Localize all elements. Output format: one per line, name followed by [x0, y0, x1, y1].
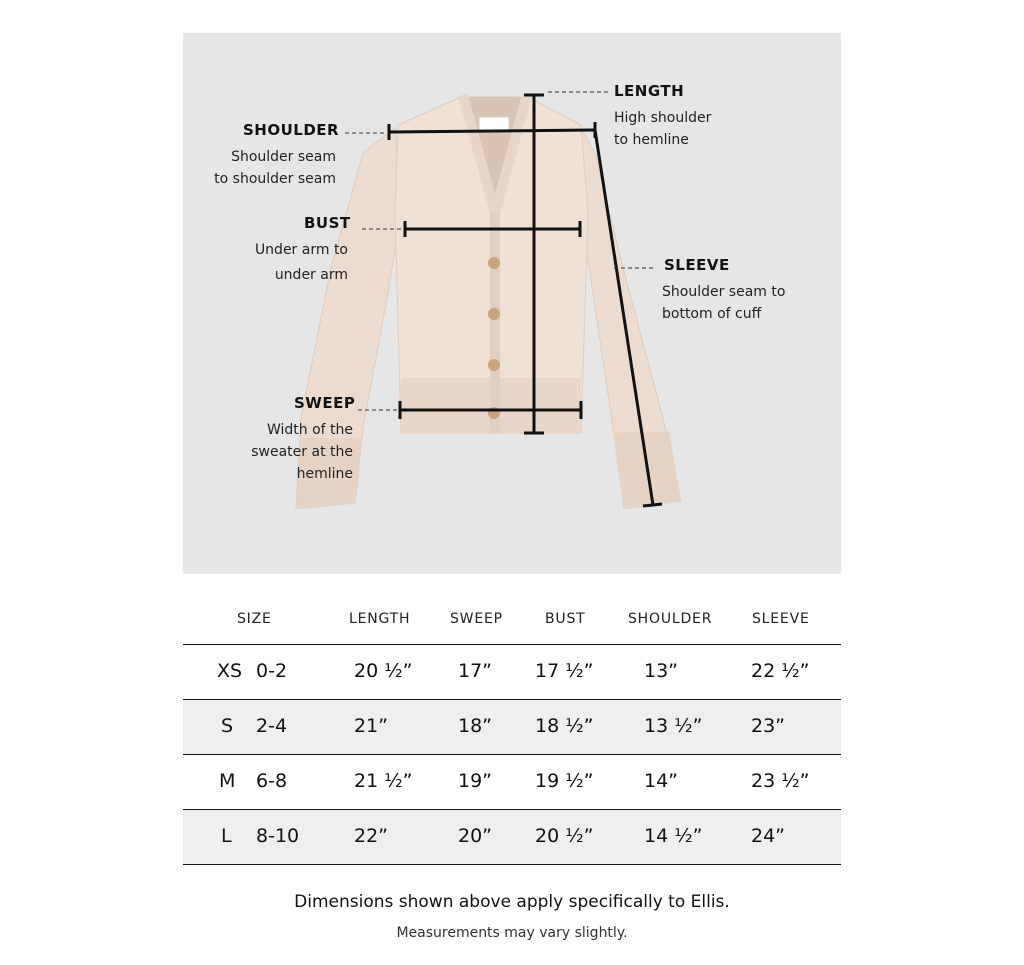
table-row — [183, 700, 841, 755]
shoulder-cell: 14” — [644, 770, 679, 792]
size-cell: M — [219, 770, 236, 792]
bust-cell: 18 ½” — [535, 715, 594, 737]
bust-cell: 20 ½” — [535, 825, 594, 847]
length-desc-line2: to hemline — [614, 132, 689, 148]
table-row — [183, 755, 841, 810]
sleeve-cell: 23 ½” — [751, 770, 810, 792]
size-chart-table — [183, 600, 841, 865]
header-bust: BUST — [545, 611, 586, 627]
bust-desc-line1: Under arm to — [254, 242, 348, 258]
sleeve-cell: 22 ½” — [751, 660, 810, 682]
shoulder-cell: 14 ½” — [644, 825, 703, 847]
length-cell: 21 ½” — [354, 770, 413, 792]
sleeve-desc-line1: Shoulder seam to — [662, 284, 786, 300]
table-header — [183, 600, 841, 645]
size-cell: L — [221, 825, 232, 847]
sleeve-cell: 23” — [751, 715, 786, 737]
bust-desc-line2: under arm — [274, 267, 348, 283]
sleeve-desc-line2: bottom of cuff — [662, 306, 762, 322]
shoulder-desc-line2: to shoulder seam — [214, 171, 336, 187]
header-size: SIZE — [237, 611, 272, 627]
sweep-desc-line1: Width of the — [266, 422, 353, 438]
length-cell: 21” — [354, 715, 389, 737]
shoulder-label: SHOULDER — [243, 121, 340, 139]
shoulder-cell: 13” — [644, 660, 679, 682]
header-sweep: SWEEP — [450, 611, 503, 627]
shoulder-cell: 13 ½” — [644, 715, 703, 737]
sleeve-cell: 24” — [751, 825, 786, 847]
range-cell: 8-10 — [256, 825, 300, 847]
sleeve-label: SLEEVE — [664, 256, 730, 274]
sweep-cell: 20” — [458, 825, 493, 847]
sweep-desc-line3: hemline — [296, 466, 353, 482]
dimensions-note: Dimensions shown above apply specifically to Ellis. — [294, 892, 730, 912]
header-length: LENGTH — [349, 611, 411, 627]
size-cell: XS — [217, 660, 243, 682]
measurement-diagram — [183, 33, 841, 574]
table-row — [183, 645, 841, 700]
length-desc-line1: High shoulder — [614, 110, 712, 126]
table-row — [183, 810, 841, 865]
measurements-disclaimer: Measurements may vary slightly. — [396, 925, 628, 941]
range-cell: 2-4 — [256, 715, 288, 737]
header-sleeve: SLEEVE — [752, 611, 810, 627]
sweep-label: SWEEP — [294, 394, 356, 412]
bust-label: BUST — [304, 214, 351, 232]
sweep-desc-line2: sweater at the — [251, 444, 353, 460]
sweep-cell: 17” — [458, 660, 493, 682]
range-cell: 6-8 — [256, 770, 288, 792]
sweep-cell: 18” — [458, 715, 493, 737]
length-cell: 20 ½” — [354, 660, 413, 682]
header-shoulder: SHOULDER — [628, 611, 713, 627]
shoulder-desc-line1: Shoulder seam — [231, 149, 336, 165]
bust-cell: 19 ½” — [535, 770, 594, 792]
range-cell: 0-2 — [256, 660, 288, 682]
size-cell: S — [221, 715, 234, 737]
length-cell: 22” — [354, 825, 389, 847]
sweep-cell: 19” — [458, 770, 493, 792]
bust-cell: 17 ½” — [535, 660, 594, 682]
length-label: LENGTH — [614, 82, 685, 100]
